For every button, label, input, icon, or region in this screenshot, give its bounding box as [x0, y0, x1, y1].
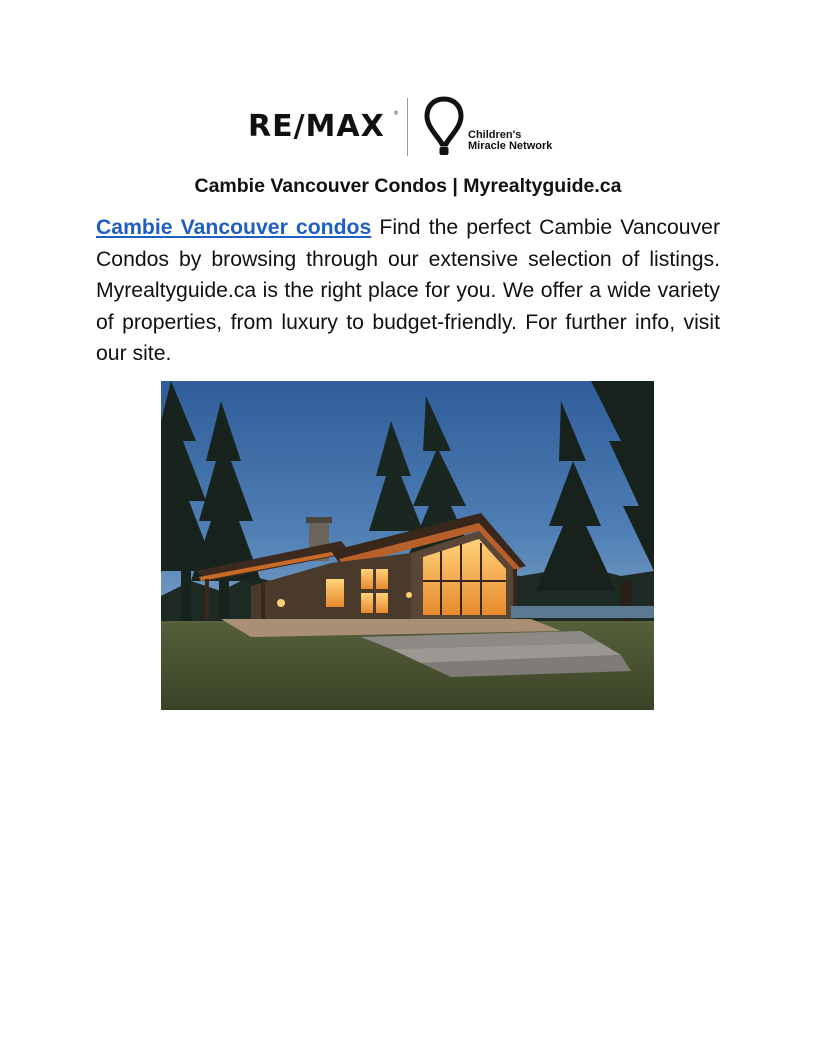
lodge-photo-illustration	[161, 381, 654, 710]
body-text: Find the perfect Cambie Vancouver Condos by browsing through our extensive selection of listings. Myrealtyguide.ca is the right place for you. We offer a wide variety of properties, from luxury to budget-friendly. For further info, visit our site.	[96, 216, 720, 366]
logo-bar	[248, 96, 568, 158]
remax-logo: RE/MAX	[248, 109, 385, 144]
remax-trademark: ®	[393, 110, 399, 117]
cmn-line-1: Children's	[468, 129, 522, 141]
lake	[511, 606, 654, 618]
balloon-icon	[424, 96, 464, 158]
childrens-miracle-network-logo	[468, 130, 552, 152]
cmn-line-2: Miracle Network	[468, 140, 553, 152]
page-title: Cambie Vancouver Condos | Myrealtyguide.ca	[194, 175, 622, 197]
cambie-vancouver-condos-link[interactable]: Cambie Vancouver condos	[96, 216, 372, 239]
property-photo	[161, 381, 654, 710]
logo-divider	[407, 98, 408, 156]
body-paragraph	[96, 212, 720, 370]
